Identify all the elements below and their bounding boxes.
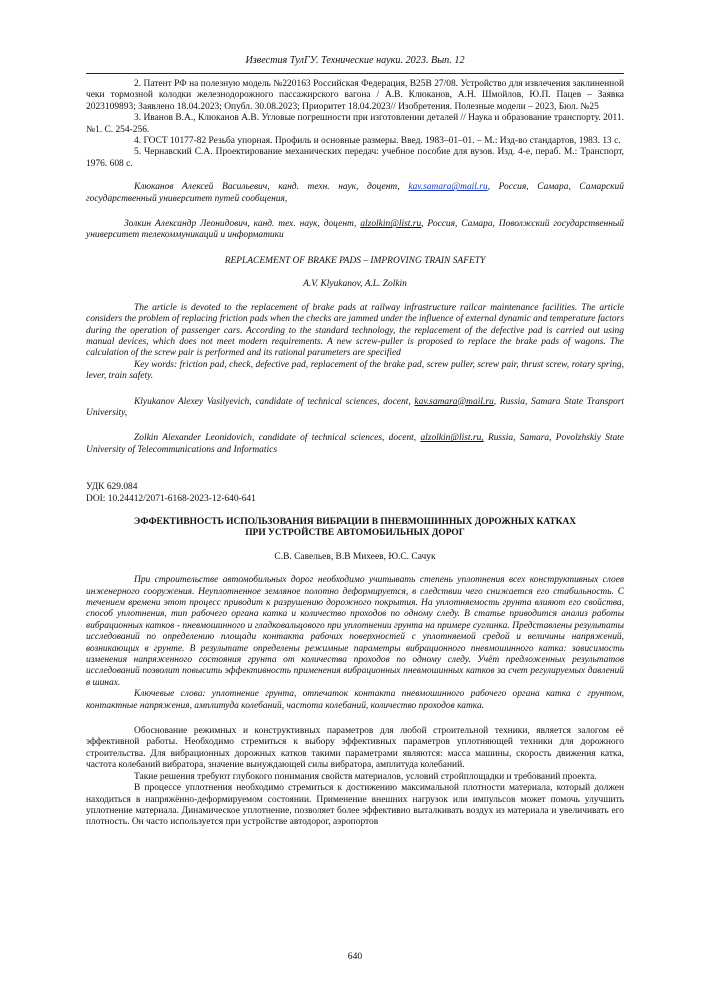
reference-item: 5. Чернавский С.А. Проектирование механических передач: учебное пособие для вузов. Изд. 4-е, пераб. М.: Транспорт, 1976. 608 с. xyxy=(86,147,624,169)
body-paragraph: В процессе уплотнения необходимо стремиться к достижению максимальной плотности материала, который должен находиться в напряжённо-деформируемом состоянии. Применение внешних нагрузок или импульсов может помочь улучшить уплотнение материала. Динамическое уплотнение, позволяет более эффективно выталкивать воздух из материала и увеличивать его плотность. Он часто используется при устройстве автодорог, аэропортов xyxy=(86,783,624,828)
english-authors: A.V. Klyukanov, A.L. Zolkin xyxy=(303,279,407,290)
body-paragraph: Такие решения требуют глубокого понимания свойств материалов, условий стройплощадки и требований проекта. xyxy=(134,771,597,782)
article-abstract: При строительстве автомобильных дорог необходимо учитывать степень уплотнения всех конструктивных слоев инженерного сооружения. Неуплотненное земляное полотно деформируется, в следствии чего снижается его стабильность. С течением времени этот процесс приводит к разрушению дорожного покрытия. На уплотняемость грунта влияют его свойства, способ уплотнения, тип рабочего органа катка и количество проходов по одному следу. В статье приводится анализ работы вибрационных катков - пневмошинного и гладковальцового при уплотнении грунта на примере суглинка. Представлены результаты исследований по определению площади контакта рабочих поверхностей с уплотняемой средой и величины напряжений, возникающих в грунте. В результате определены режимные параметры вибрационного пневмошинного катка: зависимость изменения напряженного состояния грунта от количества проходов по одному следу. Учёт предложенных результатов исследований позволит повысить эффективность применения вибрационных пневмошинных катков за счет регулируемых давлений в шинах. xyxy=(86,575,624,688)
english-abstract: The article is devoted to the replacement of brake pads at railway infrastructure railcar maintenance facilities. The article considers the problem of replacing friction pads when the checks are jammed under the influence of external dynamic and temperature factors during the operation of passenger cars. According to the standard technology, the replacement of the defective pad is carried out using manual devices, which does not meet modern requirements. A new screw-puller is proposed to replace the brake pads of wagons. The calculation of the screw pair is performed and its rational parameters are specified xyxy=(86,302,624,359)
author-email[interactable]: kav.samara@mail.ru xyxy=(414,396,494,407)
header-rule xyxy=(86,73,624,74)
author-email[interactable]: alzolkin@list.ru xyxy=(360,219,422,230)
author-info-en-2: Zolkin Alexander Leonidovich, candidate of technical sciences, docent, alzolkin@list.ru, Russia, Samara, Povolzhskiy State University of Telecommunications and Informatics xyxy=(86,433,624,455)
author-email-link[interactable]: kav.samara@mail.ru xyxy=(408,182,488,193)
author-info-ru-2: Золкин Александр Леонидович, канд. тех. наук, доцент, alzolkin@list.ru, Россия, Самара, Поволжский государственный университет телекоммуникаций и информатики xyxy=(86,219,625,241)
doi: DOI: 10.24412/2071-6168-2023-12-640-641 xyxy=(86,493,256,504)
english-keywords: Key words: friction pad, check, defective pad, replacement of the brake pad, screw puller, screw pair, thrust screw, rotary spring, lever, train safety. xyxy=(86,359,624,382)
page-content xyxy=(86,55,624,829)
reference-item: 2. Патент РФ на полезную модель №220163 Российская Федерация, В25В 27/08. Устройство для извлечения заклиненной чеки тормозной колодки железнодорожного пассажирского вагона / А.В. Клюканов, А.Н. Шмойлов, Ю.П. Пацев – Заявка 2023109893; Заявлено 18.04.2023; Опубл. 30.08.2023; Приоритет 18.04.2023// Изобретения. Полезные модели – 2023, Бюл. №25 xyxy=(86,79,624,112)
journal-header: Известия ТулГУ. Технические науки. 2023. Вып. 12 xyxy=(245,55,465,66)
author-info-ru-1: Клюканов Алексей Васильевич, канд. техн. наук, доцент, kav.samara@mail.ru, Россия, Самара, Самарский государственный университет путей сообщения, xyxy=(86,182,624,204)
reference-item: 3. Иванов В.А., Клюканов А.В. Угловые погрешности при изготовлении деталей // Наука и образование транспорту. 2011. №1. С. 254-256. xyxy=(86,113,624,135)
body-paragraph: Обоснование режимных и конструктивных параметров для любой строительной техники, является залогом её эффективной работы. Необходимо стремиться к выбору эффективных параметров уплотняющей техники для дорожного строительства. Для вибрационных дорожных катков такими параметрами являются: масса машины, скорость движения катка, частота колебаний вибратора, значение вынуждающей силы вибратора, амплитуда колебаний. xyxy=(86,726,624,771)
page-number: 640 xyxy=(347,951,363,962)
reference-list xyxy=(86,79,624,170)
english-title: REPLACEMENT OF BRAKE PADS – IMPROVING TRAIN SAFETY xyxy=(224,255,486,266)
article-keywords: Ключевые слова: уплотнение грунта, отпечаток контакта пневмошинного рабочего органа катка с грунтом, контактные напряжения, амплитуда колебаний, частота колебаний, количество проходов катка. xyxy=(86,689,624,711)
article-title: ЭФФЕКТИВНОСТЬ ИСПОЛЬЗОВАНИЯ ВИБРАЦИИ В ПНЕВМОШИННЫХ ДОРОЖНЫХ КАТКАХ ПРИ УСТРОЙСТВЕ АВТОМОБИЛЬНЫХ ДОРОГ xyxy=(133,516,577,539)
article-body xyxy=(86,726,624,829)
reference-item: 4. ГОСТ 10177-82 Резьба упорная. Профиль и основные размеры. Введ. 1983–01–01. – М.: Изд-во стандартов, 1983. 13 с. xyxy=(134,136,621,147)
author-email[interactable]: alzolkin@list.ru, xyxy=(420,433,484,444)
udc-code: УДК 629.084 xyxy=(86,482,138,493)
author-info-en-1: Klyukanov Alexey Vasilyevich, candidate of technical sciences, docent, kav.samara@mail.ru, Russia, Samara State Transport University, xyxy=(86,396,624,418)
article-authors: С.В. Савельев, В.В Михеев, Ю.С. Сачук xyxy=(274,551,436,562)
